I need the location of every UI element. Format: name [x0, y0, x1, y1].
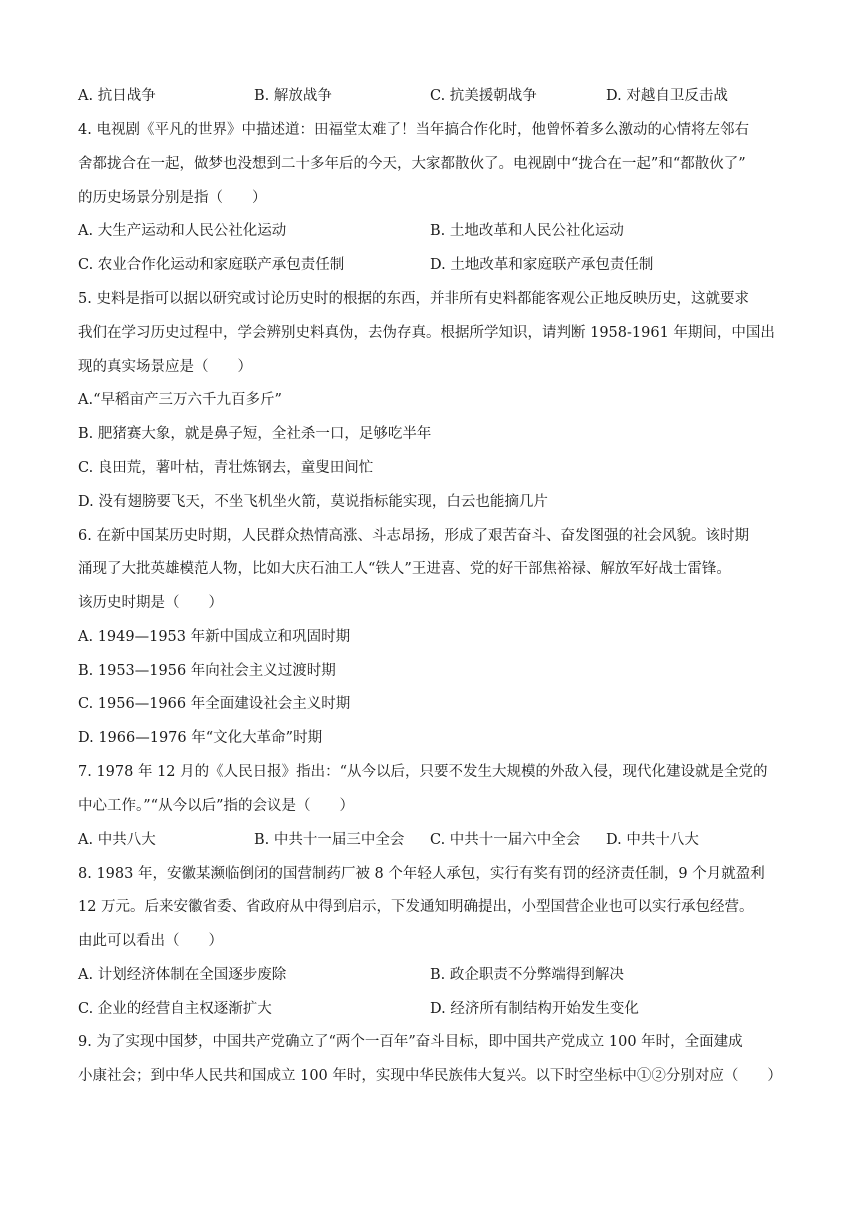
q7-stem-line-2: 中心工作。”“从今以后”指的会议是（ ） [78, 798, 354, 814]
q4-stem-line-3: 的历史场景分别是指（ ） [78, 190, 267, 206]
q7-stem-line-1: 7. 1978 年 12 月的《人民日报》指出：“从今以后，只要不发生大规模的外敌入侵，现代化建设就是全党的 [78, 764, 768, 780]
q7-option-a: A. 中共八大 [78, 832, 156, 848]
q3-option-d: D. 对越自卫反击战 [606, 88, 728, 104]
q4-option-b: B. 土地改革和人民公社化运动 [430, 223, 624, 239]
q4-option-c: C. 农业合作化运动和家庭联产承包责任制 [78, 257, 345, 273]
q5-stem-line-3: 现的真实场景应是（ ） [78, 359, 252, 375]
q7-option-d: D. 中共十八大 [606, 832, 699, 848]
q3-option-a: A. 抗日战争 [78, 88, 156, 104]
q7-option-b: B. 中共十一届三中全会 [254, 832, 405, 848]
q5-option-c: C. 良田荒，薯叶枯，青壮炼钢去，童叟田间忙 [78, 460, 374, 476]
q8-option-d: D. 经济所有制结构开始发生变化 [430, 1001, 639, 1017]
q6-stem-line-1: 6. 在新中国某历史时期，人民群众热情高涨、斗志昂扬，形成了艰苦奋斗、奋发图强的社会风貌。该时期 [78, 528, 749, 544]
q5-option-d: D. 没有翅膀要飞天，不坐飞机坐火箭，莫说指标能实现，白云也能摘几片 [78, 494, 548, 510]
q6-option-a: A. 1949—1953 年新中国成立和巩固时期 [78, 629, 351, 645]
q4-stem-line-2: 舍都拢合在一起，做梦也没想到二十多年后的今天，大家都散伙了。电视剧中“拢合在一起”和“都散伙了” [78, 156, 746, 172]
q8-option-c: C. 企业的经营自主权逐渐扩大 [78, 1001, 272, 1017]
q8-stem-line-1: 8. 1983 年，安徽某濒临倒闭的国营制药厂被 8 个年轻人承包，实行有奖有罚的经济责任制，9 个月就盈利 [78, 866, 765, 882]
q4-stem-line-1: 4. 电视剧《平凡的世界》中描述道：田福堂太难了！当年搞合作化时，他曾怀着多么激动的心情将左邻右 [78, 122, 749, 138]
q8-stem-line-2: 12 万元。后来安徽省委、省政府从中得到启示，下发通知明确提出，小型国营企业也可以实行承包经营。 [78, 899, 754, 915]
q6-stem-line-3: 该历史时期是（ ） [78, 595, 223, 611]
q8-option-b: B. 政企职责不分弊端得到解决 [430, 967, 624, 983]
q3-option-c: C. 抗美援朝战争 [430, 88, 537, 104]
q8-option-a: A. 计划经济体制在全国逐步废除 [78, 967, 287, 983]
q6-option-d: D. 1966—1976 年“文化大革命”时期 [78, 730, 323, 746]
q4-option-a: A. 大生产运动和人民公社化运动 [78, 223, 287, 239]
q5-option-b: B. 肥猪赛大象，就是鼻子短，全社杀一口，足够吃半年 [78, 426, 432, 442]
q5-stem-line-1: 5. 史料是指可以据以研究或讨论历史时的根据的东西，并非所有史料都能客观公正地反映历史，这就要求 [78, 291, 749, 307]
q6-option-b: B. 1953—1956 年向社会主义过渡时期 [78, 663, 336, 679]
q5-option-a: A.“早稻亩产三万六千九百多斤” [78, 392, 282, 408]
q3-option-b: B. 解放战争 [254, 88, 332, 104]
q8-stem-line-3: 由此可以看出（ ） [78, 933, 223, 949]
q9-stem-line-2: 小康社会；到中华人民共和国成立 100 年时，实现中华民族伟大复兴。以下时空坐标中①②分别对应（ ） [78, 1068, 782, 1084]
q4-option-d: D. 土地改革和家庭联产承包责任制 [430, 257, 654, 273]
q6-stem-line-2: 涌现了大批英雄模范人物，比如大庆石油工人“铁人”王进喜、党的好干部焦裕禄、解放军好战士雷锋。 [78, 561, 731, 577]
q6-option-c: C. 1956—1966 年全面建设社会主义时期 [78, 696, 351, 712]
q5-stem-line-2: 我们在学习历史过程中，学会辨别史料真伪，去伪存真。根据所学知识，请判断 1958-1961 年期间，中国出 [78, 325, 775, 341]
q7-option-c: C. 中共十一届六中全会 [430, 832, 581, 848]
q9-stem-line-1: 9. 为了实现中国梦，中国共产党确立了“两个一百年”奋斗目标，即中国共产党成立 100 年时，全面建成 [78, 1034, 743, 1050]
